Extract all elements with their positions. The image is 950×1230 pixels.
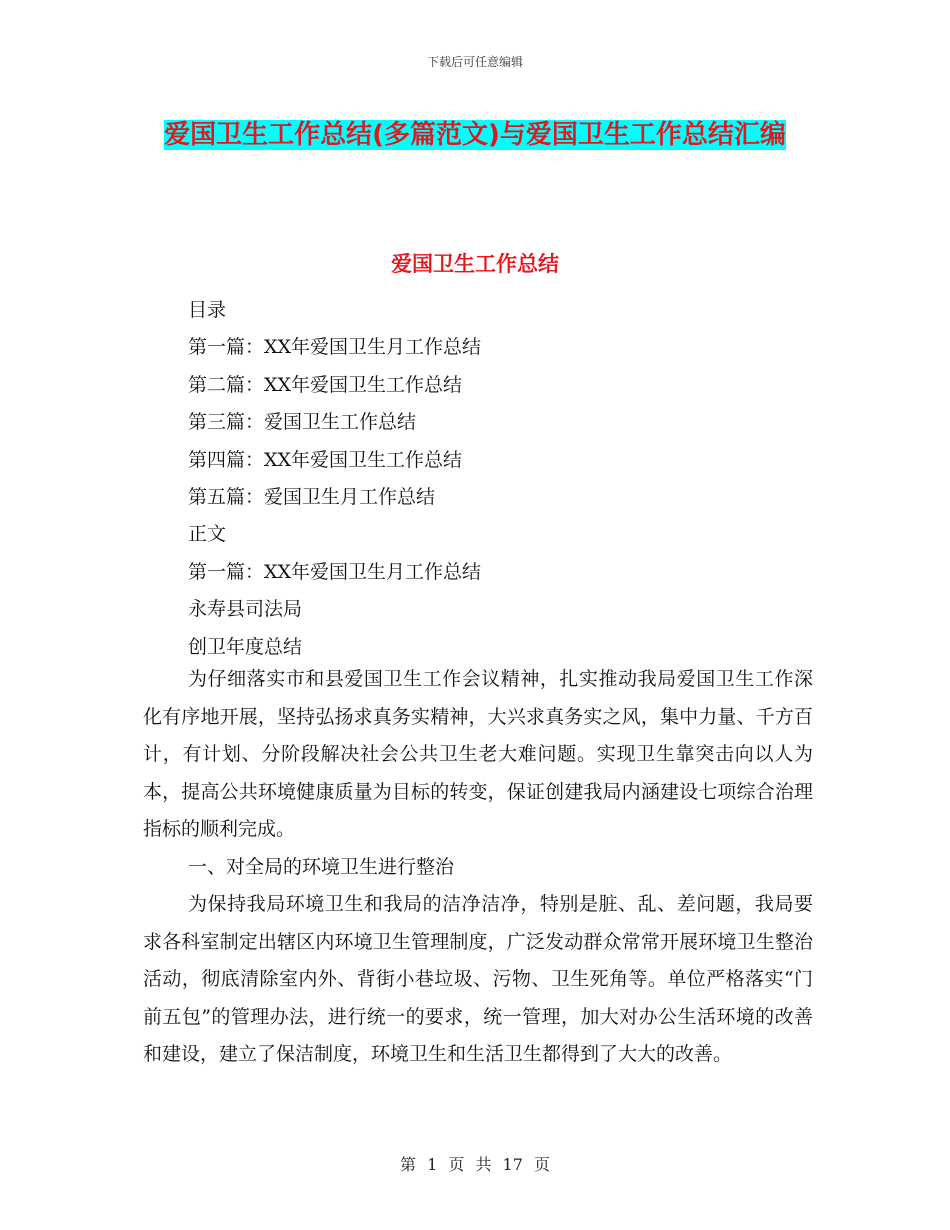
body-heading: 一、对全局的环境卫生进行整治 [188,855,455,878]
toc-line: 第一篇：XX年爱国卫生月工作总结 [188,336,482,359]
document-main-title [140,110,810,160]
toc-line: 正文 [188,523,227,546]
toc-line: 创卫年度总结 [188,635,303,658]
toc-line: 第四篇：XX年爱国卫生工作总结 [188,448,463,471]
page-number-footer: 第 1 页 共 17 页 [400,1155,550,1174]
toc-line: 第五篇：爱国卫生月工作总结 [188,485,436,508]
body-paragraph: 为仔细落实市和县爱国卫生工作会议精神，扎实推动我局爱国卫生工作深化有序地开展，坚持弘扬求真务实精神，大兴求真务实之风，集中力量、千方百计，有计划、分阶段解决社会公共卫生老大难问题。实现卫生靠突击向以人为本，提高公共环境健康质量为目标的转变，保证创建我局内涵建设七项综合治理指标的顺利完成。 [143,668,813,840]
document-body [143,661,813,1074]
toc-line: 第三篇：爱国卫生工作总结 [188,411,417,434]
main-title-highlight: 爱国卫生工作总结(多篇范文)与爱国卫生工作总结汇编 [164,120,786,150]
table-of-contents [188,292,481,666]
section-title: 爱国卫生工作总结 [391,252,559,276]
page-header-note: 下载后可任意编辑 [426,55,523,69]
toc-line: 目录 [188,299,227,321]
toc-line: 永寿县司法局 [188,598,303,621]
toc-line: 第二篇：XX年爱国卫生工作总结 [188,373,463,396]
toc-line: 第一篇：XX年爱国卫生月工作总结 [188,560,482,583]
body-paragraph: 为保持我局环境卫生和我局的洁净洁净，特别是脏、乱、差问题，我局要求各科室制定出辖区内环境卫生管理制度，广泛发动群众常常开展环境卫生整治活动，彻底清除室内外、背街小巷垃圾、污物、卫生死角等。单位严格落实“门前五包”的管理办法，进行统一的要求，统一管理，加大对办公生活环境的改善和建设，建立了保洁制度，环境卫生和生活卫生都得到了大大的改善。 [143,893,813,1065]
